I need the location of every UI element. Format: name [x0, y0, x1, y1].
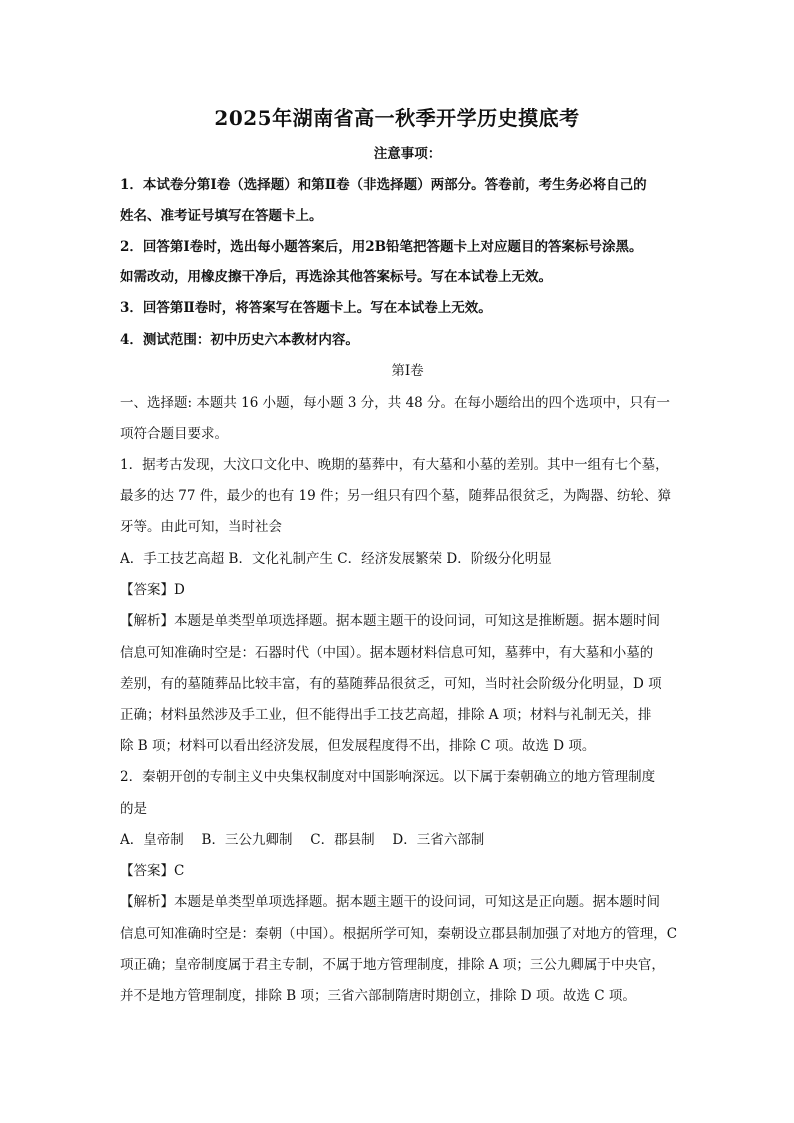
body-line: 信息可知准确时空是：石器时代（中国）。据本题材料信息可知，墓葬中，有大墓和小墓的 [120, 645, 654, 661]
body-line: 的是 [120, 801, 147, 817]
body-line: 正确；材料虽然涉及手工业，但不能得出手工技艺高超，排除 A 项；材料与礼制无关，排 [120, 707, 652, 723]
body-line: 差别，有的墓随葬品比较丰富，有的墓随葬品很贫乏，可知，当时社会阶级分化明显，D 项 [120, 676, 662, 692]
body-line: 项正确；皇帝制度属于君主专制，不属于地方管理制度，排除 A 项；三公九卿属于中央官， [120, 957, 665, 973]
notice-line: 2．回答第Ⅰ卷时，选出每小题答案后，用2B铅笔把答题卡上对应题目的答案标号涂黑。 [120, 239, 643, 255]
section-heading: 第Ⅰ卷 [391, 363, 424, 379]
body-line: 【解析】本题是单类型单项选择题。据本题主题干的设问词，可知这是正向题。据本题时间 [120, 894, 660, 910]
body-line: 【解析】本题是单类型单项选择题。据本题主题干的设问词，可知这是推断题。据本题时间 [120, 613, 660, 629]
body-line: 除 B 项；材料可以看出经济发展，但发展程度得不出，排除 C 项。故选 D 项。 [120, 738, 596, 754]
answer-options: A．手工技艺高超 B．文化礼制产生 C．经济发展繁荣 D．阶级分化明显 [120, 551, 552, 567]
answer-key: 【答案】C [120, 863, 185, 879]
answer-key: 【答案】D [120, 582, 185, 598]
exam-title: 2025年湖南省高一秋季开学历史摸底考 [214, 106, 580, 130]
body-line: 最多的达 77 件，最少的也有 19 件；另一组只有四个墓，随葬品很贫乏，为陶器、纺轮、獐 [120, 488, 672, 504]
notice-line: 姓名、准考证号填写在答题卡上。 [120, 208, 323, 224]
notice-line: 如需改动，用橡皮擦干净后，再选涂其他答案标号。写在本试卷上无效。 [120, 269, 552, 285]
body-line: 2．秦朝开创的专制主义中央集权制度对中国影响深远。以下属于秦朝确立的地方管理制度 [120, 769, 656, 785]
notice-line: 3．回答第Ⅱ卷时，将答案写在答题卡上。写在本试卷上无效。 [120, 300, 492, 316]
body-line: 1．据考古发现，大汶口文化中、晚期的墓葬中，有大墓和小墓的差别。其中一组有七个墓， [120, 457, 669, 473]
body-line: 信息可知准确时空是：秦朝（中国）。根据所学可知，秦朝设立郡县制加强了对地方的管理，C [120, 926, 678, 942]
body-line: 并不是地方管理制度，排除 B 项；三省六部制隋唐时期创立，排除 D 项。故选 C 项。 [120, 988, 636, 1004]
notice-line: 1．本试卷分第Ⅰ卷（选择题）和第Ⅱ卷（非选择题）两部分。答卷前，考生务必将自己的 [120, 177, 647, 193]
body-line: 牙等。由此可知，当时社会 [120, 519, 282, 535]
notice-line: 4．测试范围：初中历史六本教材内容。 [120, 332, 359, 348]
body-line: 一、选择题: 本题共 16 小题，每小题 3 分，共 48 分。在每小题给出的四个选项中，只有一 [120, 395, 671, 411]
notice-heading: 注意事项： [373, 146, 442, 162]
body-line: 项符合题目要求。 [120, 426, 228, 442]
answer-options: A．皇帝制 B．三公九卿制 C．郡县制 D．三省六部制 [120, 832, 485, 848]
